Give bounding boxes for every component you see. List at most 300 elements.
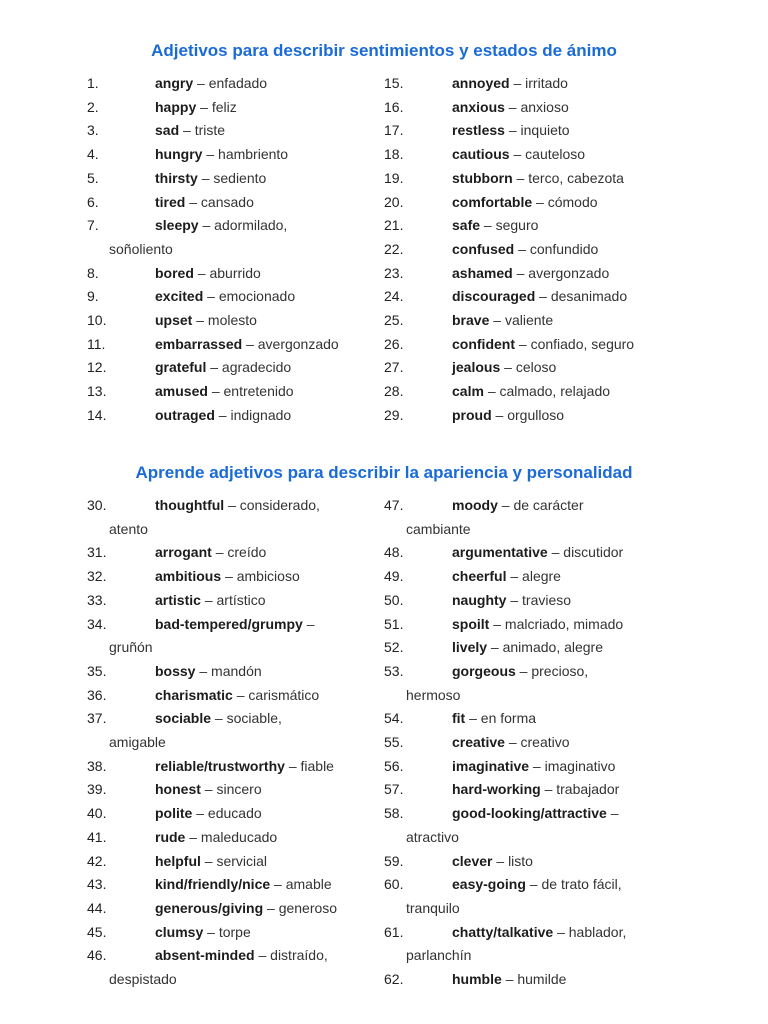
dash-separator: – <box>183 122 191 139</box>
spanish-translation: fiable <box>300 757 334 774</box>
entry-number: 3. <box>87 122 99 139</box>
spanish-translation: aburrido <box>209 264 261 281</box>
dash-separator: – <box>306 615 315 632</box>
vocab-entry-line <box>87 191 367 215</box>
spanish-translation: humilde <box>517 971 567 988</box>
entry-text <box>155 143 288 167</box>
dash-separator: – <box>513 75 522 91</box>
vocab-entry <box>87 755 367 779</box>
vocab-entry-line <box>384 309 664 333</box>
entry-text <box>155 214 287 238</box>
entry-text <box>452 541 623 565</box>
dash-separator: – <box>508 98 517 115</box>
english-word: arrogant <box>155 544 212 561</box>
spanish-translation: travieso <box>522 591 572 608</box>
english-word: embarrassed <box>155 335 243 352</box>
entry-number: 47. <box>384 497 404 513</box>
dash-separator: – <box>215 544 224 561</box>
english-word: moody <box>452 497 498 513</box>
vocab-entry <box>87 494 367 541</box>
dash-separator: – <box>493 312 502 329</box>
entry-text <box>452 731 570 755</box>
english-word: confused <box>452 240 515 257</box>
english-word: bad-tempered/grumpy <box>155 615 303 632</box>
vocab-entry-line <box>384 494 664 518</box>
dash-separator: – <box>493 615 502 632</box>
dash-separator: – <box>214 710 223 727</box>
spanish-translation: educado <box>207 805 262 822</box>
vocab-entry <box>384 72 664 96</box>
entry-text <box>452 191 598 215</box>
vocab-entry-line <box>384 613 664 637</box>
spanish-translation: de carácter <box>513 497 584 513</box>
entry-number: 42. <box>87 852 107 869</box>
vocab-entry-line <box>384 565 664 589</box>
entry-number: 51. <box>384 615 404 632</box>
dash-separator: – <box>513 146 522 163</box>
spanish-translation: maleducado <box>200 828 278 845</box>
vocab-entry <box>87 214 367 261</box>
entry-number: 52. <box>384 639 404 656</box>
dash-separator: – <box>189 828 198 845</box>
entry-text <box>155 684 319 708</box>
entry-text <box>452 494 584 518</box>
entry-text <box>452 968 566 992</box>
entry-text <box>155 921 251 945</box>
vocab-entry-line <box>384 262 664 286</box>
entry-text <box>155 897 337 921</box>
entry-number: 39. <box>87 781 107 798</box>
vocab-entry-line <box>87 921 367 945</box>
vocab-entry-line <box>384 238 664 262</box>
english-word: thirsty <box>155 169 198 186</box>
entry-number: 56. <box>384 757 404 774</box>
entry-number: 62. <box>384 971 404 988</box>
spanish-translation: precioso, <box>531 662 589 679</box>
entry-number: 20. <box>384 193 404 210</box>
entry-text <box>155 826 277 850</box>
spanish-translation: avergonzado <box>257 335 339 352</box>
spanish-translation: cansado <box>200 193 254 210</box>
entry-number: 11. <box>87 335 106 352</box>
entry-number: 60. <box>384 876 404 893</box>
entry-text <box>155 541 266 565</box>
dash-separator: – <box>518 240 526 257</box>
english-word: humble <box>452 971 502 988</box>
spanish-translation: en forma <box>480 710 537 727</box>
english-word: amused <box>155 383 208 400</box>
spanish-translation: inquieto <box>520 122 570 139</box>
english-word: ambitious <box>155 568 222 585</box>
entry-text <box>452 636 603 660</box>
entry-number: 28. <box>384 383 404 400</box>
dash-separator: – <box>196 312 205 329</box>
vocab-entry-line <box>87 143 367 167</box>
english-word: confident <box>452 335 515 352</box>
dash-separator: – <box>501 497 510 513</box>
vocab-entry <box>87 684 367 708</box>
spanish-translation: creativo <box>520 734 570 751</box>
english-word: outraged <box>155 406 215 423</box>
vocab-entry <box>87 589 367 613</box>
dash-separator: – <box>201 169 210 186</box>
vocab-entry <box>384 755 664 779</box>
vocab-entry <box>384 565 664 589</box>
vocab-entry-line <box>384 778 664 802</box>
vocab-entry <box>384 238 664 262</box>
spanish-translation: servicial <box>216 852 268 869</box>
vocab-entry-line <box>384 285 664 309</box>
spanish-translation: trabajador <box>556 781 620 798</box>
spanish-translation: anxioso <box>520 98 569 115</box>
entry-text <box>155 755 334 779</box>
dash-separator: – <box>544 781 553 798</box>
vocab-entry <box>384 613 664 637</box>
spanish-translation: irritado <box>525 75 568 91</box>
spanish-translation: imaginativo <box>544 757 616 774</box>
vocab-entry <box>87 356 367 380</box>
english-word: grateful <box>155 359 207 376</box>
entry-text <box>155 262 261 286</box>
dash-separator: – <box>288 757 297 774</box>
entry-number: 24. <box>384 288 404 305</box>
entry-number: 14. <box>87 406 107 423</box>
english-word: argumentative <box>452 544 548 561</box>
vocab-entry <box>384 167 664 191</box>
english-word: rude <box>155 828 186 845</box>
vocab-entry <box>87 707 367 754</box>
vocab-entry <box>87 826 367 850</box>
entry-text <box>452 72 568 96</box>
entry-text <box>452 380 610 404</box>
translation-continuation: parlanchín <box>406 947 472 964</box>
vocab-entry-line <box>384 119 664 143</box>
vocab-entry <box>384 356 664 380</box>
entry-number: 32. <box>87 568 107 585</box>
vocab-entry-line <box>384 850 664 874</box>
entry-number: 36. <box>87 686 107 703</box>
vocab-entry <box>87 802 367 826</box>
english-word: brave <box>452 312 490 329</box>
vocab-entry-line <box>384 707 664 731</box>
spanish-translation: confundido <box>529 240 599 257</box>
entry-text <box>155 167 266 191</box>
vocab-entry-line <box>384 380 664 404</box>
entry-number: 15. <box>384 75 404 91</box>
entry-number: 26. <box>384 335 404 352</box>
dash-separator: – <box>532 757 541 774</box>
vocab-entry-line <box>384 873 664 897</box>
entry-text <box>155 404 291 428</box>
spanish-translation: discutidor <box>563 544 624 561</box>
vocab-entry-line <box>87 873 367 897</box>
dash-separator: – <box>551 544 560 561</box>
entry-number: 2. <box>87 98 99 115</box>
entry-text <box>452 309 553 333</box>
vocab-entry-line <box>384 333 664 357</box>
vocab-entry <box>384 262 664 286</box>
entry-number: 59. <box>384 852 404 869</box>
entry-number: 50. <box>384 591 404 608</box>
dash-separator: – <box>516 264 525 281</box>
vocab-column <box>87 494 367 992</box>
dash-separator: – <box>202 217 211 234</box>
vocab-entry-line <box>384 143 664 167</box>
entry-text <box>452 285 627 309</box>
vocab-entry-line <box>384 589 664 613</box>
dash-separator: – <box>207 288 215 305</box>
vocab-column <box>87 72 367 428</box>
dash-separator: – <box>196 805 205 822</box>
vocab-entry-line <box>384 802 664 826</box>
vocab-entry <box>384 214 664 238</box>
dash-separator: – <box>189 193 198 210</box>
entry-text <box>155 494 320 518</box>
spanish-translation: sincero <box>216 781 262 798</box>
english-word: reliable/trustworthy <box>155 757 285 774</box>
english-word: sociable <box>155 710 212 727</box>
entry-number: 37. <box>87 710 107 727</box>
vocab-entry-line <box>87 309 367 333</box>
entry-text <box>452 778 619 802</box>
entry-number: 16. <box>384 98 404 115</box>
entry-number: 43. <box>87 876 107 893</box>
spanish-translation: avergonzado <box>528 264 610 281</box>
english-word: imaginative <box>452 757 530 774</box>
spanish-translation: artístico <box>216 591 266 608</box>
vocab-entry-line <box>87 897 367 921</box>
spanish-translation: terco, cabezota <box>528 169 624 186</box>
entry-number: 30. <box>87 497 107 513</box>
translation-continuation: tranquilo <box>406 899 460 916</box>
vocab-entry <box>384 968 664 992</box>
english-word: anxious <box>452 98 505 115</box>
vocab-entry <box>384 143 664 167</box>
vocab-entry <box>87 873 367 897</box>
vocab-entry <box>87 921 367 945</box>
spanish-translation: amable <box>285 876 332 893</box>
spanish-translation: sociable, <box>226 710 282 727</box>
entry-text <box>452 921 626 945</box>
english-word: generous/giving <box>155 899 264 916</box>
vocab-entry <box>384 731 664 755</box>
entry-number: 55. <box>384 734 404 751</box>
dash-separator: – <box>204 591 213 608</box>
vocab-entry-line <box>384 72 664 96</box>
vocab-entry <box>87 944 367 991</box>
spanish-translation: entretenido <box>223 383 294 400</box>
english-word: stubborn <box>452 169 513 186</box>
vocab-entry-line <box>87 802 367 826</box>
dash-separator: – <box>211 383 220 400</box>
entry-number: 29. <box>384 406 404 423</box>
dash-separator: – <box>210 359 219 376</box>
spanish-translation: enfadado <box>208 75 268 91</box>
dash-separator: – <box>206 146 215 163</box>
vocab-entry-line <box>87 589 367 613</box>
english-word: cheerful <box>452 568 507 585</box>
vocab-entry-line <box>87 660 367 684</box>
entry-number: 53. <box>384 662 404 679</box>
vocab-entry-line <box>87 119 367 143</box>
spanish-translation: adormilado, <box>214 217 288 234</box>
dash-separator: – <box>197 75 205 91</box>
entry-number: 17. <box>384 122 404 139</box>
vocab-entry <box>87 72 367 96</box>
spanish-translation: carismático <box>248 686 320 703</box>
entry-text <box>155 660 262 684</box>
entry-number: 48. <box>384 544 404 561</box>
english-word: upset <box>155 312 193 329</box>
spanish-translation: alegre <box>522 568 561 585</box>
entry-text <box>452 565 561 589</box>
english-word: naughty <box>452 591 507 608</box>
vocab-entry <box>384 921 664 968</box>
vocab-entry-line <box>87 356 367 380</box>
entry-number: 12. <box>87 359 107 376</box>
vocab-entry-line <box>87 96 367 120</box>
dash-separator: – <box>200 98 208 115</box>
vocab-entry-line <box>384 214 664 238</box>
spanish-translation: considerado, <box>239 497 320 513</box>
spanish-translation: sediento <box>213 169 267 186</box>
vocab-entry-line <box>384 167 664 191</box>
dash-separator: – <box>225 568 233 585</box>
dash-separator: – <box>518 335 527 352</box>
vocab-entry-line <box>87 214 367 238</box>
spanish-translation: creído <box>227 544 267 561</box>
vocab-entry-line <box>87 72 367 96</box>
spanish-translation: de trato fácil, <box>541 876 622 893</box>
vocab-entry-line <box>87 541 367 565</box>
english-word: creative <box>452 734 505 751</box>
dash-separator: – <box>218 406 227 423</box>
vocab-entry-line <box>87 285 367 309</box>
entry-text <box>155 96 237 120</box>
entry-number: 41. <box>87 828 107 845</box>
english-word: thoughtful <box>155 497 225 513</box>
dash-separator: – <box>204 852 213 869</box>
vocab-entry-line <box>384 541 664 565</box>
vocab-entry-line <box>87 826 367 850</box>
english-word: annoyed <box>452 75 510 91</box>
entry-text <box>155 565 300 589</box>
vocab-entry-line <box>384 96 664 120</box>
entry-text <box>452 96 569 120</box>
dash-separator: – <box>267 899 275 916</box>
entry-text <box>452 119 570 143</box>
entry-text <box>155 778 262 802</box>
vocab-entry <box>384 802 664 849</box>
entry-number: 4. <box>87 146 99 163</box>
vocab-entry <box>87 309 367 333</box>
entry-text <box>452 214 538 238</box>
vocab-entry-line <box>384 660 664 684</box>
dash-separator: – <box>487 383 496 400</box>
vocab-column <box>384 494 664 992</box>
entry-text <box>155 707 282 731</box>
vocab-entry <box>87 380 367 404</box>
dash-separator: – <box>496 852 505 869</box>
english-word: spoilt <box>452 615 490 632</box>
spanish-translation: malcriado, mimado <box>504 615 624 632</box>
dash-separator: – <box>483 217 492 234</box>
entry-text <box>155 380 294 404</box>
vocab-entry <box>384 494 664 541</box>
entry-text <box>452 333 634 357</box>
english-word: excited <box>155 288 204 305</box>
entry-number: 38. <box>87 757 107 774</box>
entry-number: 58. <box>384 805 404 822</box>
entry-text <box>452 707 536 731</box>
vocab-entry <box>87 613 367 660</box>
vocab-entry <box>87 285 367 309</box>
spanish-translation: indignado <box>230 406 292 423</box>
vocab-entry-line <box>87 944 367 968</box>
english-word: happy <box>155 98 197 115</box>
entry-number: 33. <box>87 591 107 608</box>
vocab-entry <box>384 119 664 143</box>
entry-number: 27. <box>384 359 404 376</box>
english-word: artistic <box>155 591 201 608</box>
vocab-column <box>384 72 664 428</box>
entry-text <box>155 613 315 637</box>
english-word: calm <box>452 383 484 400</box>
vocab-entry-line <box>384 636 664 660</box>
dash-separator: – <box>505 971 514 988</box>
entry-text <box>452 143 585 167</box>
entry-text <box>155 944 328 968</box>
english-word: charismatic <box>155 686 233 703</box>
spanish-translation: feliz <box>211 98 237 115</box>
english-word: safe <box>452 217 481 234</box>
entry-number: 45. <box>87 923 107 940</box>
vocab-entry <box>384 873 664 920</box>
english-word: absent-minded <box>155 947 255 964</box>
vocab-entry-line <box>384 731 664 755</box>
translation-continuation: cambiante <box>406 520 471 537</box>
entry-number: 44. <box>87 899 107 916</box>
spanish-translation: orgulloso <box>507 406 565 423</box>
english-word: cautious <box>452 146 510 163</box>
vocab-entry <box>384 850 664 874</box>
english-word: proud <box>452 406 492 423</box>
english-word: jealous <box>452 359 501 376</box>
vocab-entry <box>384 636 664 660</box>
dash-separator: – <box>207 923 215 940</box>
dash-separator: – <box>536 193 544 210</box>
spanish-translation: confiado, seguro <box>530 335 635 352</box>
spanish-translation: mandón <box>211 662 262 679</box>
dash-separator: – <box>228 497 236 513</box>
english-word: helpful <box>155 852 201 869</box>
entry-number: 40. <box>87 805 107 822</box>
vocab-entry <box>87 897 367 921</box>
dash-separator: – <box>539 288 547 305</box>
vocab-entry <box>384 404 664 428</box>
vocab-entry <box>87 191 367 215</box>
dash-separator: – <box>490 639 499 656</box>
translation-continuation: atractivo <box>406 828 459 845</box>
entry-text <box>452 262 609 286</box>
section-title-appearance-personality: Aprende adjetivos para describir la apariencia y personalidad <box>135 463 633 482</box>
vocab-entry <box>87 96 367 120</box>
vocab-entry-line <box>87 565 367 589</box>
vocab-entry <box>384 380 664 404</box>
entry-number: 18. <box>384 146 404 163</box>
entry-text <box>452 589 571 613</box>
entry-text <box>155 589 266 613</box>
